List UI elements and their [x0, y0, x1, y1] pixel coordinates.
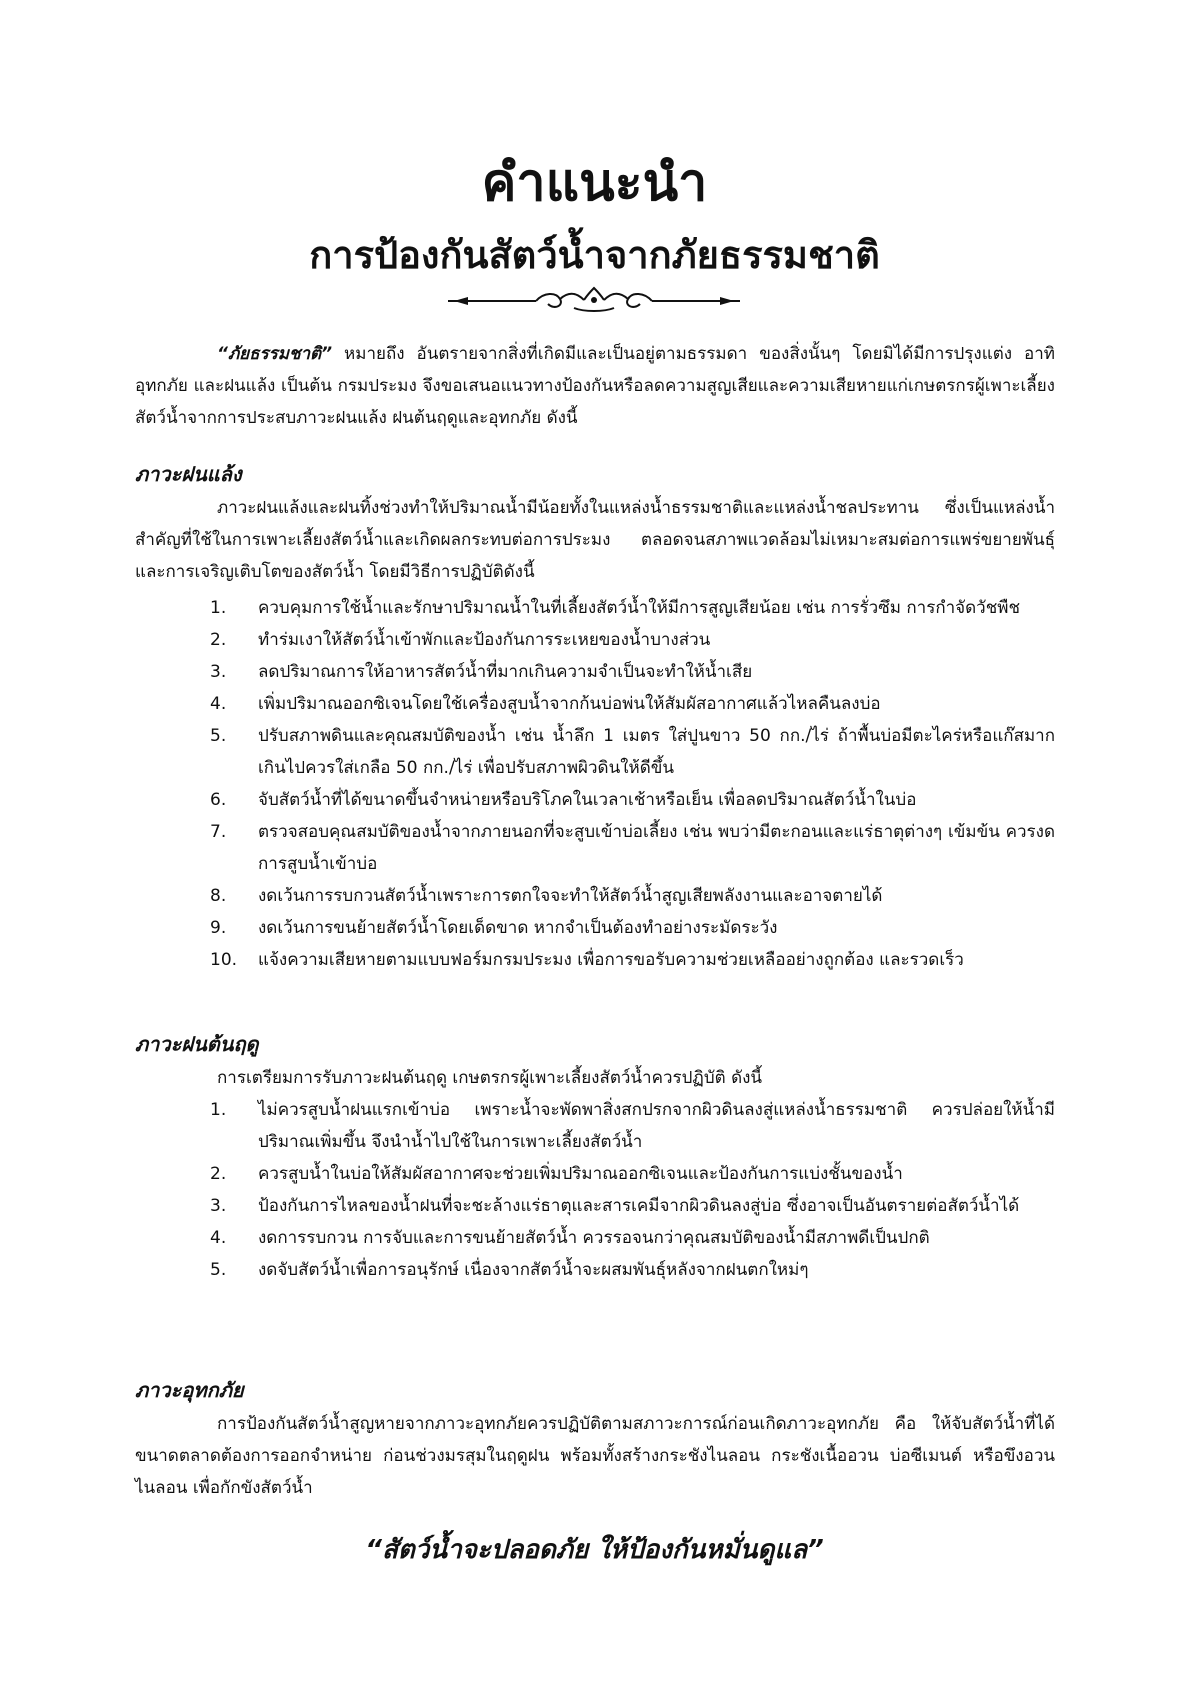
- list-item-number: 4.: [210, 694, 227, 714]
- list-item-number: 2.: [210, 630, 227, 650]
- drought-intro: ภาวะฝนแล้งและฝนทิ้งช่วงทำให้ปริมาณน้ำมีน้อยทั้งในแหล่งน้ำธรรมชาติและแหล่งน้ำชลประทาน ซึ่งเป็นแหล่งน้ำสำคัญที่ใช้ในการเพาะเลี้ยงสัตว์น้ำและเกิดผลกระทบต่อการประมง ตลอดจนสภาพแวดล้อมไม่เหมาะสมต่อการแพร่ขยายพันธุ์และการเจริญเติบโตของสัตว์น้ำ โดยมีวิธีการปฏิบัติดังนี้: [135, 498, 1055, 582]
- list-item: [210, 1254, 1055, 1286]
- decorative-divider-icon: [444, 284, 744, 318]
- list-item-text: ทำร่มเงาให้สัตว์น้ำเข้าพักและป้องกันการระเหยของน้ำบางส่วน: [258, 630, 711, 650]
- list-item-text: แจ้งความเสียหายตามแบบฟอร์มกรมประมง เพื่อการขอรับความช่วยเหลืออย่างถูกต้อง และรวดเร็ว: [258, 950, 964, 970]
- list-item-number: 5.: [210, 726, 227, 746]
- list-item: [210, 912, 1055, 944]
- list-item: [210, 1094, 1055, 1158]
- list-item-text: ตรวจสอบคุณสมบัติของน้ำจากภายนอกที่จะสูบเข้าบ่อเลี้ยง เช่น พบว่ามีตะกอนและแร่ธาตุต่างๆ เข้มข้น ควรงดการสูบน้ำเข้าบ่อ: [258, 822, 1055, 874]
- list-item: [210, 1222, 1055, 1254]
- list-item-text: ป้องกันการไหลของน้ำฝนที่จะชะล้างแร่ธาตุและสารเคมีจากผิวดินลงสู่บ่อ ซึ่งอาจเป็นอันตรายต่อสัตว์น้ำได้: [258, 1196, 1020, 1216]
- list-item-text: เพิ่มปริมาณออกซิเจนโดยใช้เครื่องสูบน้ำจากก้นบ่อพ่นให้สัมผัสอากาศแล้วไหลคืนลงบ่อ: [258, 694, 881, 714]
- list-item-text: งดจับสัตว์น้ำเพื่อการอนุรักษ์ เนื่องจากสัตว์น้ำจะผสมพันธุ์หลังจากฝนตกใหม่ๆ: [258, 1260, 809, 1280]
- list-item: [210, 816, 1055, 880]
- section-heading-flood: ภาวะอุทกภัย: [135, 1378, 244, 1402]
- list-item-text: งดการรบกวน การจับและการขนย้ายสัตว์น้ำ ควรรอจนกว่าคุณสมบัติของน้ำมีสภาพดีเป็นปกติ: [258, 1228, 930, 1248]
- intro-paragraph: [135, 338, 1055, 434]
- page-subtitle: การป้องกันสัตว์น้ำจากภัยธรรมชาติ: [309, 233, 880, 277]
- list-item: [210, 592, 1055, 624]
- list-item: [210, 880, 1055, 912]
- list-item: [210, 720, 1055, 784]
- intro-lead-term: “ภัยธรรมชาติ”: [217, 344, 333, 364]
- list-item-text: ควบคุมการใช้น้ำและรักษาปริมาณน้ำในที่เลี้ยงสัตว์น้ำให้มีการสูญเสียน้อย เช่น การรั่วซึม การกำจัดวัชพืช: [258, 598, 1020, 618]
- list-item-text: งดเว้นการรบกวนสัตว์น้ำเพราะการตกใจจะทำให้สัตว์น้ำสูญเสียพลังงานและอาจตายได้: [258, 886, 883, 906]
- list-item: [210, 944, 1055, 976]
- list-item-number: 1.: [210, 1100, 227, 1120]
- early-rain-list: [210, 1094, 1055, 1286]
- list-item-number: 1.: [210, 598, 227, 618]
- drought-list: [210, 592, 1055, 976]
- page-title: คำแนะนำ: [481, 153, 708, 213]
- list-item-text: งดเว้นการขนย้ายสัตว์น้ำโดยเด็ดขาด หากจำเป็นต้องทำอย่างระมัดระวัง: [258, 918, 778, 938]
- list-item-text: จับสัตว์น้ำที่ได้ขนาดขึ้นจำหน่ายหรือบริโภคในเวลาเช้าหรือเย็น เพื่อลดปริมาณสัตว์น้ำในบ่อ: [258, 790, 917, 810]
- list-item: [210, 688, 1055, 720]
- list-item-number: 7.: [210, 822, 227, 842]
- list-item: [210, 656, 1055, 688]
- flood-paragraph: การป้องกันสัตว์น้ำสูญหายจากภาวะอุทกภัยควรปฏิบัติตามสภาวะการณ์ก่อนเกิดภาวะอุทกภัย คือ ให้จับสัตว์น้ำที่ได้ขนาดตลาดต้องการออกจำหน่าย ก่อนช่วงมรสุมในฤดูฝน พร้อมทั้งสร้างกระชังไนลอน กระชังเนื้ออวน บ่อซีเมนต์ หรือขึงอวนไนลอน เพื่อกักขังสัตว์น้ำ: [135, 1414, 1055, 1498]
- list-item-number: 2.: [210, 1164, 227, 1184]
- list-item: [210, 1158, 1055, 1190]
- list-item-text: ไม่ควรสูบน้ำฝนแรกเข้าบ่อ เพราะน้ำจะพัดพาสิ่งสกปรกจากผิวดินลงสู่แหล่งน้ำธรรมชาติ ควรปล่อยให้น้ำมีปริมาณเพิ่มขึ้น จึงนำน้ำไปใช้ในการเพาะเลี้ยงสัตว์น้ำ: [258, 1100, 1055, 1152]
- list-item-text: ควรสูบน้ำในบ่อให้สัมผัสอากาศจะช่วยเพิ่มปริมาณออกซิเจนและป้องกันการแบ่งชั้นของน้ำ: [258, 1164, 903, 1184]
- list-item-text: ปรับสภาพดินและคุณสมบัติของน้ำ เช่น น้ำลึก 1 เมตร ใส่ปูนขาว 50 กก./ไร่ ถ้าพื้นบ่อมีตะไคร่หรือแก๊สมากเกินไปควรใส่เกลือ 50 กก./ไร่ เพื่อปรับสภาพผิวดินให้ดีขึ้น: [258, 726, 1055, 778]
- list-item: [210, 784, 1055, 816]
- list-item-number: 8.: [210, 886, 227, 906]
- list-item-number: 6.: [210, 790, 227, 810]
- section-heading-early-rain: ภาวะฝนต้นฤดู: [135, 1032, 259, 1056]
- list-item: [210, 624, 1055, 656]
- list-item-number: 3.: [210, 662, 227, 682]
- list-item-number: 9.: [210, 918, 227, 938]
- intro-text: หมายถึง อันตรายจากสิ่งที่เกิดมีและเป็นอยู่ตามธรรมดา ของสิ่งนั้นๆ โดยมิได้มีการปรุงแต่ง อาทิ อุทกภัย และฝนแล้ง เป็นต้น กรมประมง จึงขอเสนอแนวทางป้องกันหรือลดความสูญเสียและความเสียหายแก่เกษตรกรผู้เพาะเลี้ยงสัตว์น้ำจากการประสบภาวะฝนแล้ง ฝนต้นฤดูและอุทกภัย ดังนี้: [135, 344, 1055, 428]
- closing-slogan: “สัตว์น้ำจะปลอดภัย ให้ป้องกันหมั่นดูแล”: [365, 1535, 824, 1565]
- list-item-number: 5.: [210, 1260, 227, 1280]
- list-item-number: 3.: [210, 1196, 227, 1216]
- early-rain-intro: การเตรียมการรับภาวะฝนต้นฤดู เกษตรกรผู้เพาะเลี้ยงสัตว์น้ำควรปฏิบัติ ดังนี้: [217, 1068, 763, 1088]
- list-item: [210, 1190, 1055, 1222]
- list-item-number: 4.: [210, 1228, 227, 1248]
- list-item-number: 10.: [210, 950, 238, 970]
- list-item-text: ลดปริมาณการให้อาหารสัตว์น้ำที่มากเกินความจำเป็นจะทำให้น้ำเสีย: [258, 662, 753, 682]
- section-heading-drought: ภาวะฝนแล้ง: [135, 462, 242, 486]
